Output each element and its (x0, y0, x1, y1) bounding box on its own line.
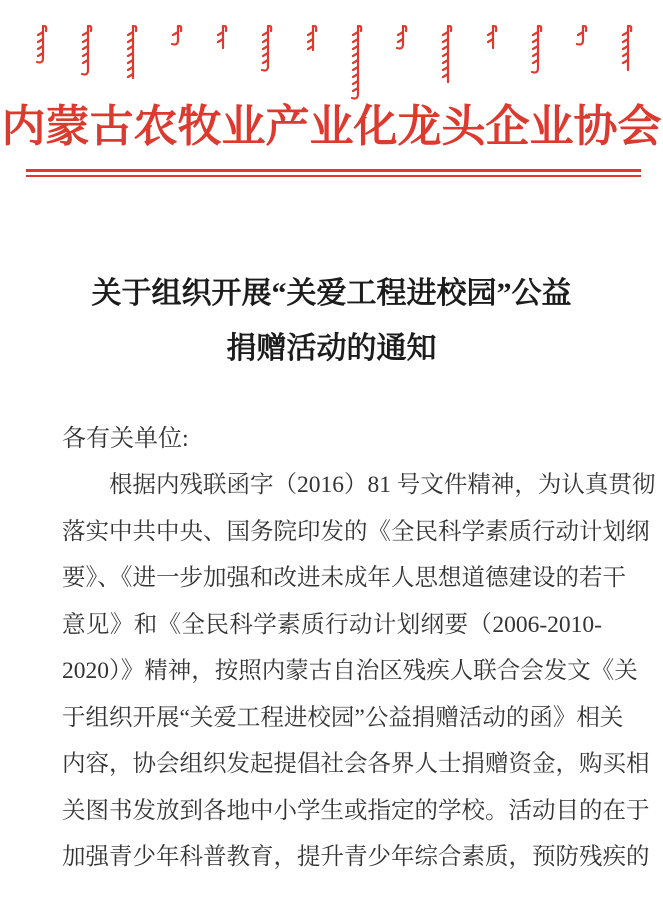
mongolian-script-column-icon (79, 24, 95, 80)
mongolian-script-column-icon (529, 24, 545, 78)
mongolian-script-column-icon (259, 24, 275, 76)
mongolian-script-column-icon (169, 24, 185, 50)
document-title-line1: 关于组织开展“关爱工程进校园”公益 (91, 277, 572, 310)
salutation: 各有关单位: (62, 426, 189, 452)
body-line: 于组织开展“关爱工程进校园”公益捐赠活动的函》相关 (62, 704, 624, 731)
mongolian-script-column-icon (484, 24, 500, 58)
body-line: 意见》和《全民科学素质行动计划纲要（2006-2010- (62, 611, 602, 638)
organization-masthead: 内蒙古农牧业产业化龙头企业协会 (1, 102, 662, 151)
body-line: 落实中共中央、国务院印发的《全民科学素质行动计划纲 (62, 518, 650, 545)
mongolian-script-column-icon (574, 24, 590, 50)
mongolian-script-column-icon (439, 24, 455, 92)
mongolian-script-column-icon (34, 24, 50, 68)
mongolian-script-column-icon (214, 24, 230, 58)
body-line: 2020）》精神，按照内蒙古自治区残疾人联合会发文《关 (62, 658, 638, 684)
body-line: 根据内残联函字（2016）81 号文件精神，为认真贯彻 (109, 472, 656, 498)
body-line: 内容，协会组织发起提倡社会各界人士捐赠资金，购买相 (62, 751, 650, 777)
mongolian-script-column-icon (394, 24, 410, 54)
body-line: 要》、《进一步加强和改进未成年人思想道德建设的若干 (62, 565, 626, 591)
double-red-rule (26, 169, 641, 177)
body-line: 加强青少年科普教育，提升青少年综合素质，预防残疾的 (62, 844, 650, 870)
document-title-line2: 捐赠活动的通知 (226, 332, 437, 365)
mongolian-script-column-icon (304, 24, 320, 60)
body-paragraph (62, 462, 656, 881)
document-title (0, 266, 663, 376)
mongolian-script-column-icon (124, 24, 140, 88)
mongolian-script-column-icon (349, 24, 365, 104)
mongolian-script-column-icon (619, 24, 635, 80)
body-line: 关图书发放到各地中小学生或指定的学校。活动目的在于 (62, 797, 650, 824)
